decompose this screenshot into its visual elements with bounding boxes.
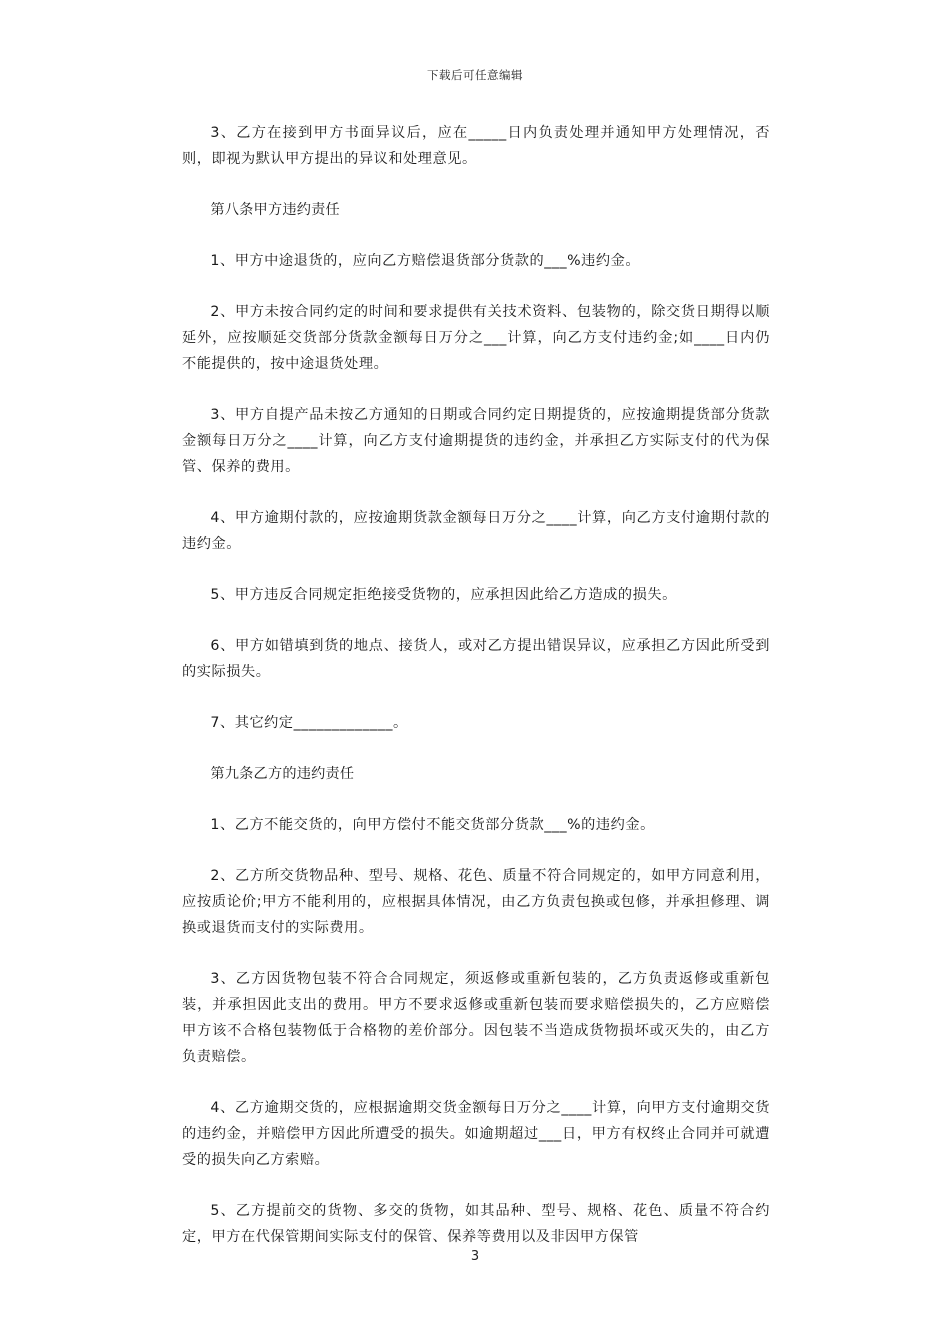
clause-paragraph: 3、甲方自提产品未按乙方通知的日期或合同约定日期提货的，应按逾期提货部分货款金额每日万分之____计算，向乙方支付逾期提货的违约金，并承担乙方实际支付的代为保管、保养的费用。	[182, 407, 770, 475]
clause-paragraph: 5、乙方提前交的货物、多交的货物，如其品种、型号、规格、花色、质量不符合约定，甲方在代保管期间实际支付的保管、保养等费用以及非因甲方保管	[182, 1203, 770, 1245]
clause-paragraph: 6、甲方如错填到货的地点、接货人，或对乙方提出错误异议，应承担乙方因此所受到的实际损失。	[182, 638, 770, 680]
clause-paragraph: 4、甲方逾期付款的，应按逾期货款金额每日万分之____计算，向乙方支付逾期付款的违约金。	[182, 510, 770, 552]
article-heading: 第九条乙方的违约责任	[210, 766, 355, 782]
clause-paragraph: 2、甲方未按合同约定的时间和要求提供有关技术资料、包装物的，除交货日期得以顺延外，应按顺延交货部分货款金额每日万分之___计算，向乙方支付违约金;如____日内仍不能提供的，按中途退货处理。	[182, 304, 770, 372]
clause-paragraph: 3、乙方因货物包装不符合合同规定，须返修或重新包装的，乙方负责返修或重新包装，并承担因此支出的费用。甲方不要求返修或重新包装而要求赔偿损失的，乙方应赔偿甲方该不合格包装物低于合格物的差价部分。因包装不当造成货物损坏或灭失的，由乙方负责赔偿。	[182, 971, 770, 1065]
header-note: 下载后可任意编辑	[427, 68, 523, 82]
clause-paragraph: 4、乙方逾期交货的，应根据逾期交货金额每日万分之____计算，向甲方支付逾期交货的违约金，并赔偿甲方因此所遭受的损失。如逾期超过___日，甲方有权终止合同并可就遭受的损失向乙方索赔。	[182, 1100, 770, 1168]
page-number: 3	[470, 1249, 480, 1264]
clause-paragraph: 7、其它约定_____________。	[210, 715, 408, 731]
document-body	[182, 120, 770, 1275]
clause-paragraph: 2、乙方所交货物品种、型号、规格、花色、质量不符合同规定的，如甲方同意利用，应按质论价;甲方不能利用的，应根据具体情况，由乙方负责包换或包修，并承担修理、调换或退货而支付的实际费用。	[182, 868, 770, 936]
clause-paragraph: 1、甲方中途退货的，应向乙方赔偿退货部分货款的___%违约金。	[210, 253, 641, 269]
clause-paragraph: 5、甲方违反合同规定拒绝接受货物的，应承担因此给乙方造成的损失。	[210, 587, 677, 603]
clause-paragraph: 1、乙方不能交货的，向甲方偿付不能交货部分货款___%的违约金。	[210, 817, 655, 833]
article-heading: 第八条甲方违约责任	[210, 202, 340, 218]
clause-paragraph: 3、乙方在接到甲方书面异议后，应在_____日内负责处理并通知甲方处理情况，否则，即视为默认甲方提出的异议和处理意见。	[182, 125, 770, 167]
